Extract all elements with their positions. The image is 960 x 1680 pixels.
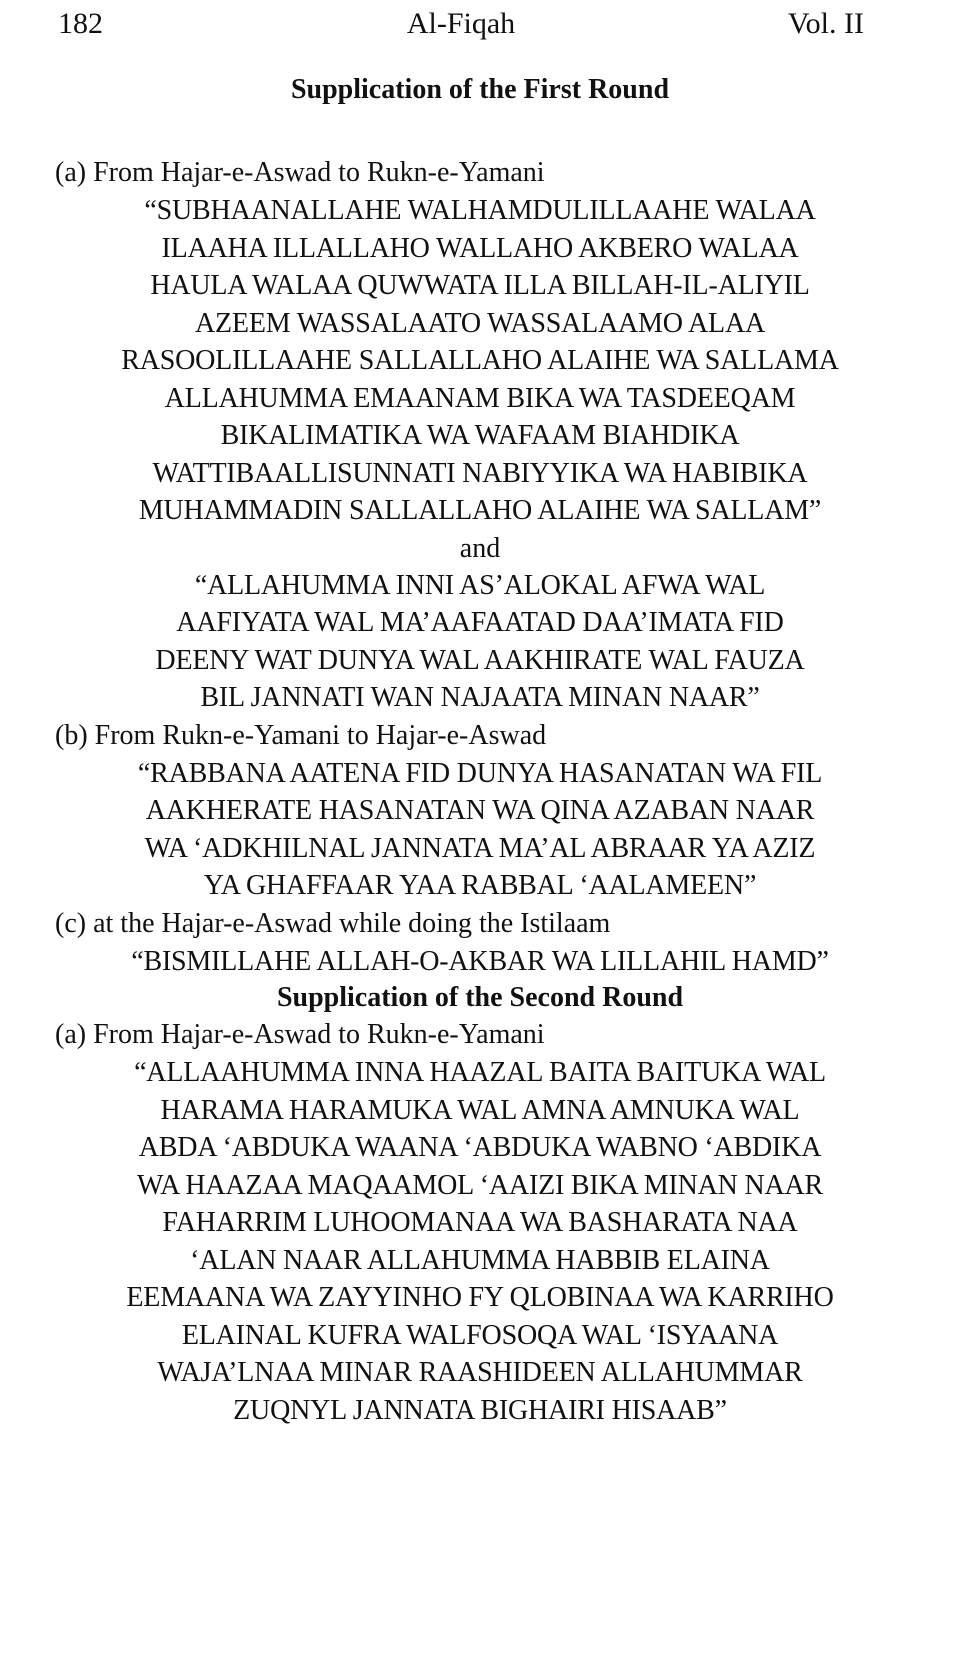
book-title: Al-Fiqah [406, 7, 516, 40]
supplication-line: DEENY WAT DUNYA WAL AAKHIRATE WAL FAUZA [155, 644, 805, 676]
supplication-line: “SUBHAANALLAHE WALHAMDULILLAAHE WALAA [144, 195, 816, 226]
supplication-line: “ALLAHUMMA INNI AS’ALOKAL AFWA WAL [194, 569, 766, 601]
supplication-line: WATTIBAALLISUNNATI NABIYYIKA WA HABIBIKA [152, 457, 808, 489]
connector-and: and [459, 532, 501, 564]
supplication-line: AAKHERATE HASANATAN WA QINA AZABAN NAAR [145, 795, 815, 826]
supplication-line: HAULA WALAA QUWWATA ILLA BILLAH-IL-ALIYIL [150, 270, 810, 301]
first-round-a-supplication-2 [55, 567, 905, 717]
volume-label: Vol. II [787, 7, 864, 40]
first-round-b-label: (b) From Rukn-e-Yamani to Hajar-e-Aswad [55, 719, 547, 751]
supplication-line: ‘ALAN NAAR ALLAHUMMA HABBIB ELAINA [190, 1244, 770, 1276]
supplication-line: WA HAAZAA MAQAAMOL ‘AAIZI BIKA MINAN NAAR [136, 1169, 824, 1201]
second-round-a-label: (a) From Hajar-e-Aswad to Rukn-e-Yamani [55, 1019, 545, 1050]
supplication-line: WA ‘ADKHILNAL JANNATA MA’AL ABRAAR YA AZIZ [144, 832, 816, 864]
second-round-heading: Supplication of the Second Round [276, 982, 684, 1013]
supplication-line: BIL JANNATI WAN NAJAATA MINAN NAAR” [200, 682, 760, 713]
supplication-line: “ALLAAHUMMA INNA HAAZAL BAITA BAITUKA WAL [134, 1057, 826, 1088]
page-body [55, 72, 905, 1429]
page-number: 182 [58, 7, 103, 40]
supplication-line: RASOOLILLAAHE SALLALLAHO ALAIHE WA SALLAMA [121, 345, 839, 376]
first-round-c-supplication [55, 943, 905, 981]
supplication-line: ZUQNYL JANNATA BIGHAIRI HISAAB” [233, 1394, 727, 1426]
supplication-line: “BISMILLAHE ALLAH-O-AKBAR WA LILLAHIL HAMD” [131, 945, 829, 977]
first-round-heading: Supplication of the First Round [290, 74, 670, 105]
supplication-line: YA GHAFFAAR YAA RABBAL ‘AALAMEEN” [203, 870, 757, 901]
first-round-c-label: (c) at the Hajar-e-Aswad while doing the Istilaam [55, 907, 611, 939]
second-round-a-supplication [55, 1054, 905, 1429]
supplication-line: ALLAHUMMA EMAANAM BIKA WA TASDEEQAM [164, 382, 796, 414]
supplication-line: ILAAHA ILLALLAHO WALLAHO AKBERO WALAA [161, 232, 799, 264]
first-round-a-supplication-1 [55, 192, 905, 530]
supplication-line: MUHAMMADIN SALLALLAHO ALAIHE WA SALLAM” [138, 495, 822, 526]
supplication-line: ELAINAL KUFRA WALFOSOQA WAL ‘ISYAANA [181, 1319, 779, 1351]
supplication-line: AAFIYATA WAL MA’AAFAATAD DAA’IMATA FID [176, 607, 784, 638]
supplication-line: ABDA ‘ABDUKA WAANA ‘ABDUKA WABNO ‘ABDIKA [138, 1132, 822, 1163]
supplication-line: “RABBANA AATENA FID DUNYA HASANATAN WA FIL [137, 757, 823, 789]
running-header [58, 4, 864, 44]
supplication-line: WAJA’LNAA MINAR RAASHIDEEN ALLAHUMMAR [157, 1357, 803, 1388]
supplication-line: HARAMA HARAMUKA WAL AMNA AMNUKA WAL [160, 1094, 800, 1126]
supplication-line: FAHARRIM LUHOOMANAA WA BASHARATA NAA [162, 1207, 798, 1238]
supplication-line: EEMAANA WA ZAYYINHO FY QLOBINAA WA KARRIHO [126, 1282, 834, 1313]
first-round-a-label: (a) From Hajar-e-Aswad to Rukn-e-Yamani [55, 157, 545, 188]
supplication-line: AZEEM WASSALAATO WASSALAAMO ALAA [195, 307, 765, 339]
first-round-b-supplication [55, 755, 905, 905]
supplication-line: BIKALIMATIKA WA WAFAAM BIAHDIKA [220, 420, 740, 451]
